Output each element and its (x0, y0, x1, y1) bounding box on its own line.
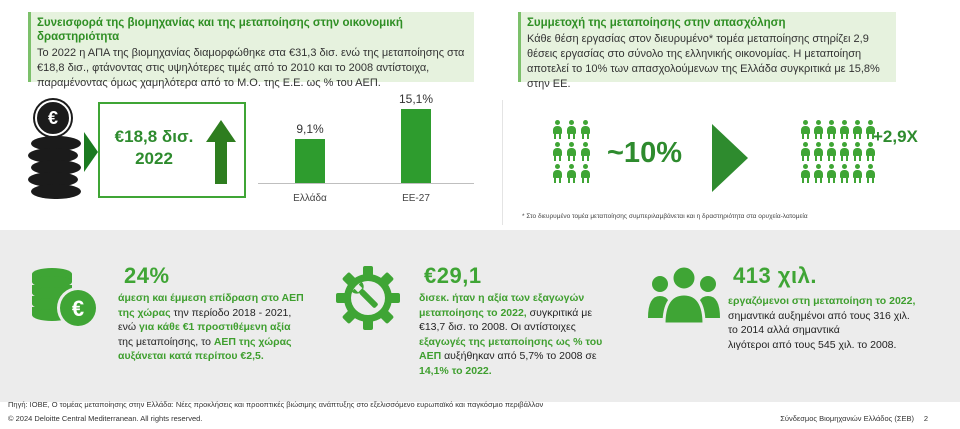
employment-share-value: ~10% (607, 137, 682, 169)
person-icon (813, 120, 824, 139)
person-icon (826, 120, 837, 139)
pointer-arrow-icon (84, 132, 98, 172)
exports-value: €29,1 (424, 263, 482, 288)
section-divider (502, 100, 503, 225)
euro-coins-icon (30, 266, 102, 332)
svg-text:€: € (71, 296, 85, 321)
gva-year: 2022 (135, 149, 173, 168)
person-icon (566, 142, 577, 161)
exports-text: δισεκ. ήταν η αξία των εξαγωγών μεταποίησης το 2022, συγκριτικά με €13,7 δισ. το 2008. Οι αντίστοιχες εξαγωγές της μεταποίησης ως % του ΑΕΠ αυξήθηκαν από 5,7% το 2008 σε 14,1% το 2022. (419, 292, 603, 377)
person-icon (552, 142, 563, 161)
person-icon (580, 120, 591, 139)
gva-contribution-title: Συνεισφορά της βιομηχανίας και της μεταποίησης στην οικονομική δραστηριότητα (37, 17, 403, 43)
gear-wrench-icon (332, 262, 404, 334)
category-label: Ελλάδα (293, 193, 327, 204)
person-icon (800, 120, 811, 139)
person-icon (852, 142, 863, 161)
person-icon (813, 164, 824, 183)
person-icon (839, 164, 850, 183)
person-icon (552, 120, 563, 139)
person-icon (826, 142, 837, 161)
person-icon (566, 164, 577, 183)
person-icon (826, 164, 837, 183)
gva-contribution-box (28, 12, 474, 89)
category-label: ΕΕ-27 (402, 193, 430, 204)
euro-symbol: € (35, 100, 71, 136)
bar-1 (295, 139, 325, 183)
person-icon (839, 120, 850, 139)
chart-baseline (258, 183, 474, 184)
bar-value-label: 15,1% (398, 92, 434, 107)
employment-box (518, 12, 896, 90)
employees-value: 413 χιλ. (733, 263, 817, 288)
employment-title: Συμμετοχή της μεταποίησης στην απασχόληση (527, 17, 786, 29)
source-note: Πηγή: ΙΟΒΕ, Ο τομέας μεταποίησης στην Ελλάδα: Νέες προκλήσεις και προοπτικές βιώσιμης ανάπτυξης στο εξελισσόμενο ευρωπαϊκό και παγκόσμιο περιβάλλον (8, 400, 544, 409)
person-icon (552, 164, 563, 183)
person-icon (800, 142, 811, 161)
footnote: * Στο διευρυμένο τομέα μεταποίησης συμπεριλαμβάνεται και η δραστηριότητα στα ορυχεία-λατομεία (522, 213, 808, 220)
gdp-impact-text: άμεση και έμμεση επίδραση στο ΑΕΠ της χώρας την περίοδο 2018 - 2021, ενώ για κάθε €1 προστιθέμενη αξία της μεταποίησης, το ΑΕΠ της χώρας αυξάνεται κατά περίπου €2,5. (118, 292, 304, 362)
gdp-impact-value: 24% (124, 263, 170, 288)
bar-value-label: 9,1% (296, 121, 324, 136)
arrow-up-icon (206, 120, 236, 186)
employment-text: Κάθε θέση εργασίας στον διευρυμένο* τομέα μεταποίησης στηρίζει 2,9 θέσεις εργασίας στο σύνολο της ελληνικής οικονομίας. Η μεταποίηση αποτελεί το 10% των απασχολούμενων της Ελλάδα συγκριτικά με 15,8% στην ΕΕ. (527, 33, 880, 90)
people-group-left-icon (552, 120, 591, 183)
gva-value-box (98, 102, 246, 198)
play-arrow-icon (712, 124, 748, 192)
page-number: 2 (923, 414, 928, 423)
person-icon (852, 164, 863, 183)
person-icon (800, 164, 811, 183)
gva-value: €18,8 δισ. (114, 127, 194, 146)
person-icon (580, 142, 591, 161)
coin-stack-icon (28, 100, 84, 200)
person-icon (852, 120, 863, 139)
people-group-icon (646, 262, 722, 328)
employees-text: εργαζόμενοι στη μεταποίηση το 2022, σημαντικά αυξημένοι από τους 316 χιλ. το 2014 αλλά σημαντικά λιγότεροι από τους 545 χιλ. το 2008. (728, 295, 916, 351)
gdp-share-bar-chart (258, 92, 478, 212)
gva-contribution-text: Το 2022 η ΑΠΑ της βιομηχανίας διαμορφώθηκε στα €31,3 δισ. ενώ της μεταποίησης στα €18,8 δισ., φτάνοντας στις υψηλότερες τιμές από το 2010 και το 2008 αντίστοιχα, παραμένοντας όμως χαμηλότερα από το Μ.Ο. της Ε.Ε. ως % του ΑΕΠ. (37, 47, 465, 89)
organization-name: Σύνδεσμος Βιομηχανιών Ελλάδος (ΣΕΒ) (780, 414, 914, 423)
person-icon (566, 120, 577, 139)
people-group-right-icon (800, 120, 876, 183)
employment-multiplier: +2,9X (873, 127, 918, 146)
bar-2 (401, 109, 431, 183)
person-icon (839, 142, 850, 161)
person-icon (865, 164, 876, 183)
copyright: © 2024 Deloitte Central Mediterranean. All rights reserved. (8, 414, 203, 423)
person-icon (813, 142, 824, 161)
person-icon (580, 164, 591, 183)
